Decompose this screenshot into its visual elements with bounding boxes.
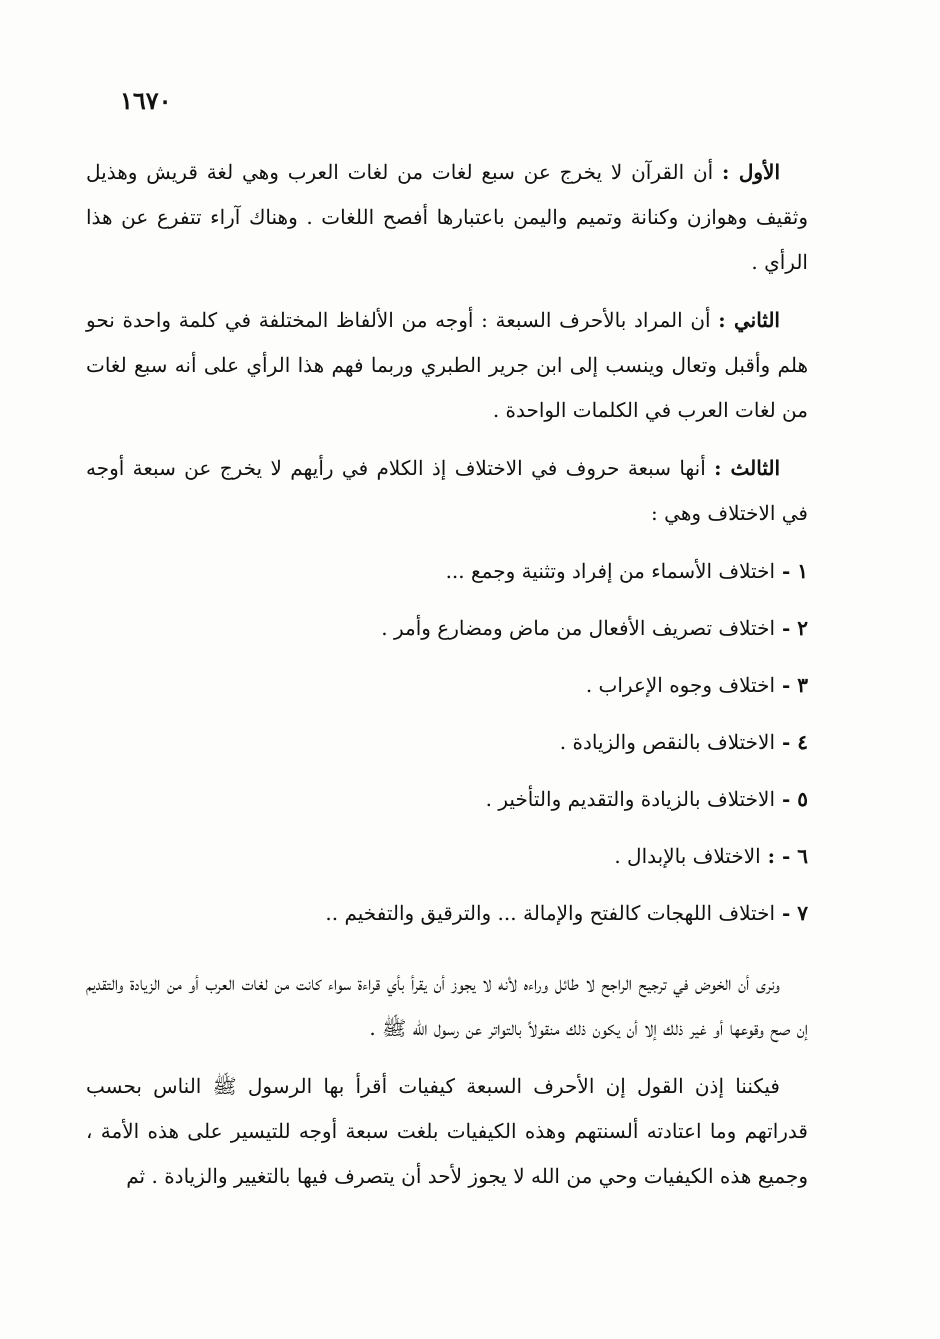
list-item-text: اختلاف وجوه الإعراب . bbox=[585, 673, 776, 697]
list-item-text: الاختلاف بالزيادة والتقديم والتأخير . bbox=[485, 787, 776, 811]
list-item bbox=[86, 549, 808, 606]
list-item-number: ٣ bbox=[797, 673, 808, 697]
list-item bbox=[86, 663, 808, 720]
differences-list bbox=[86, 549, 808, 948]
paragraph-first-opinion bbox=[86, 150, 808, 285]
list-item-text: اختلاف تصريف الأفعال من ماض ومضارع وأمر . bbox=[381, 616, 776, 640]
list-item-number: ١ bbox=[797, 559, 808, 583]
page-number: ١٦٧٠ bbox=[120, 86, 172, 115]
paragraph-lead: الثاني : bbox=[718, 308, 780, 332]
paragraph-lead: الثالث : bbox=[714, 456, 780, 480]
paragraph-text: فيكننا إذن القول إن الأحرف السبعة كيفيات أقرأ بها الرسول ﷺ الناس بحسب قدراتهم وما اعتادته ألسنتهم وهذه الكيفيات بلغت سبعة أوجه للتيسير على هذه الأمة ، وجميع هذه الكيفيات وحي من الله لا يجوز لأحد أن يتصرف فيها بالتغيير والزيادة . ثم bbox=[86, 1074, 808, 1188]
list-item bbox=[86, 606, 808, 663]
paragraph-second-opinion bbox=[86, 298, 808, 433]
paragraph-text: ونرى أن الخوض في ترجيح الراجح لا طائل وراءه لأنه لا يجوز أن يقرأ بأي قراءة سواء كانت من لغات العرب أو من الزيادة والتقديم إن صح وقوعها أو غير ذلك إلا أن يكون ذلك منقولاً بالتواتر عن رسول الله ﷺ . bbox=[86, 971, 808, 1040]
list-item-number: ٥ bbox=[797, 787, 808, 811]
list-item-text: اختلاف الأسماء من إفراد وتثنية وجمع ... bbox=[445, 559, 776, 583]
list-item bbox=[86, 834, 808, 891]
list-item-separator: - bbox=[775, 673, 798, 697]
list-item-text: الاختلاف بالإبدال . bbox=[614, 844, 761, 868]
list-item-separator: - bbox=[775, 559, 798, 583]
list-item-number: ٢ bbox=[797, 616, 808, 640]
paragraph-lead: الأول : bbox=[722, 160, 781, 184]
list-item-number: ٧ bbox=[797, 901, 808, 925]
paragraph-summary bbox=[86, 1064, 808, 1199]
list-item-number: ٦ bbox=[797, 844, 808, 868]
list-item-text: الاختلاف بالنقص والزيادة . bbox=[559, 730, 776, 754]
paragraph-third-opinion bbox=[86, 446, 808, 536]
list-item-number: ٤ bbox=[797, 730, 808, 754]
list-item-separator: - bbox=[775, 901, 798, 925]
list-item-separator: - bbox=[775, 616, 798, 640]
paragraph-text: أن المراد بالأحرف السبعة : أوجه من الألفاظ المختلفة في كلمة واحدة نحو هلم وأقبل وتعال وينسب إلى ابن جرير الطبري وربما فهم هذا الرأي على أنه سبع لغات من لغات العرب في الكلمات الواحدة . bbox=[86, 308, 808, 422]
list-item-separator: - bbox=[775, 730, 798, 754]
list-item bbox=[86, 720, 808, 777]
paragraph-text: أن القرآن لا يخرج عن سبع لغات من لغات العرب وهي لغة قريش وهذيل وثقيف وهوازن وكنانة وتميم واليمن باعتبارها أفصح اللغات . وهناك آراء تتفرع عن هذا الرأي . bbox=[86, 160, 808, 274]
paragraph-text: أنها سبعة حروف في الاختلاف إذ الكلام في رأيهم لا يخرج عن سبعة أوجه في الاختلاف وهي : bbox=[86, 456, 808, 525]
list-item bbox=[86, 777, 808, 834]
page-body bbox=[86, 150, 808, 1212]
list-item-separator: - bbox=[775, 787, 798, 811]
list-item bbox=[86, 891, 808, 948]
list-item-separator: - : bbox=[760, 844, 798, 868]
list-item-text: اختلاف اللهجات كالفتح والإمالة ... والترقيق والتفخيم .. bbox=[325, 901, 776, 925]
paragraph-conclusion bbox=[86, 961, 808, 1051]
